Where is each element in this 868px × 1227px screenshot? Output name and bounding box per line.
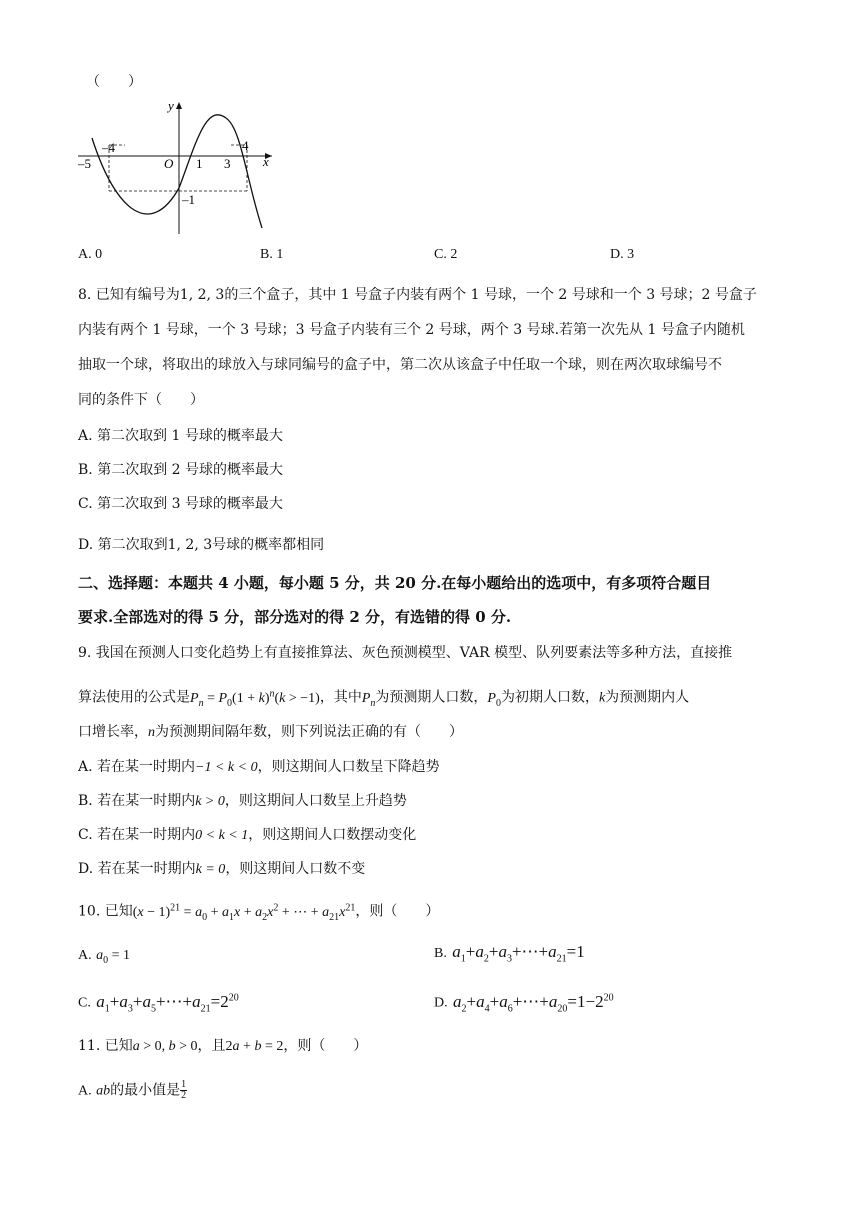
- q9-option-d-math: k = 0: [195, 862, 226, 877]
- q9-line2-a: 算法使用的公式是: [78, 689, 190, 706]
- q10-option-c-label: C.: [78, 995, 91, 1011]
- q7-answer-bracket: （ ）: [86, 74, 142, 90]
- q9-line2-d: 为初期人口数，: [500, 689, 599, 706]
- q8-option-c: C. 第二次取到 3 号球的概率最大: [78, 496, 283, 512]
- q9-option-d-post: ，则这期间人口数不变: [225, 861, 366, 877]
- graph-label-4: 4: [242, 138, 249, 153]
- q9-line3-b: 为预测期间隔年数，则下列说法正确的有（ ）: [155, 724, 463, 740]
- q11-stem-pre: 11. 已知: [78, 1038, 133, 1054]
- q11-stem-mid: ，且: [197, 1038, 226, 1054]
- q11-option-a-label: A.: [78, 1083, 92, 1099]
- q10-stem-pre: 10. 已知: [78, 903, 133, 920]
- q8-option-b: B. 第二次取到 2 号球的概率最大: [78, 462, 283, 478]
- q11-option-a: [78, 1080, 187, 1102]
- q10-option-a: [78, 945, 130, 971]
- graph-label-x: x: [263, 154, 269, 169]
- q8-line-1: 8. 已知有编号为1, 2, 3的三个盒子，其中 1 号盒子内装有两个 1 号球，一个 2 号球和一个 3 号球；2 号盒子: [78, 287, 757, 303]
- q7-option-c: C. 2: [434, 247, 458, 262]
- q9-option-a-math: −1 < k < 0: [195, 760, 258, 775]
- q9-var-n: n: [148, 725, 155, 740]
- q11-option-a-fraction: $\frac{1}{2}$: [181, 1079, 187, 1101]
- q10-option-d: [434, 988, 614, 1019]
- q9-line-1: 9. 我国在预测人口变化趋势上有直接推算法、灰色预测模型、VAR 模型、队列要素法等多种方法，直接推: [78, 645, 733, 661]
- q11-stem: [78, 1036, 367, 1057]
- q10-option-b-math: $a_1+a_2+a_3+\cdots+a_{21}=1$: [452, 942, 585, 965]
- q9-option-c-pre: C. 若在某一时期内: [78, 827, 196, 843]
- q9-var-k: k: [598, 690, 606, 706]
- q8-option-a: A. 第二次取到 1 号球的概率最大: [78, 428, 283, 444]
- q9-option-c: [78, 825, 416, 846]
- section2-heading-line2: 要求.全部选对的得 5 分，部分选对的得 2 分，有选错的得 0 分.: [78, 608, 512, 626]
- q10-stem: [78, 898, 439, 927]
- q7-option-b: B. 1: [260, 247, 284, 262]
- q10-option-b-label: B.: [434, 946, 447, 961]
- graph-label-origin: O: [164, 156, 174, 171]
- graph-label-minus5: –5: [78, 156, 91, 171]
- q11-stem-post: ，则（ ）: [283, 1038, 368, 1054]
- q10-option-a-label: A.: [78, 948, 92, 963]
- q9-line2-b: ，其中: [319, 689, 362, 706]
- q10-stem-post: ，则（ ）: [355, 903, 440, 920]
- q8-line-4: 同的条件下（ ）: [78, 392, 204, 408]
- q10-option-a-math: $a_0 = 1$: [96, 948, 130, 966]
- q9-option-b: [78, 791, 407, 812]
- q7-function-graph: [76, 98, 276, 238]
- q9-option-c-math: 0 < k < 1: [195, 828, 249, 843]
- q11-option-a-text: 的最小值是: [110, 1082, 181, 1099]
- q9-line-3: [78, 722, 463, 743]
- q11-condition-2: 2a + b = 2: [225, 1039, 284, 1054]
- q8-line-3: 抽取一个球，将取出的球放入与球同编号的盒子中，第二次从该盒子中任取一个球，则在两次取球编号不: [78, 357, 722, 373]
- q9-option-a: [78, 757, 440, 778]
- q10-option-d-math: $a_2+a_4+a_6+\cdots+a_{20}=1-2^{20}$: [453, 991, 614, 1015]
- q9-option-c-post: ，则这期间人口数摆动变化: [248, 827, 417, 843]
- q9-line2-c: 为预测期人口数，: [375, 689, 488, 706]
- q9-option-a-post: ，则这期间人口数呈下降趋势: [257, 759, 440, 775]
- section2-heading-line1: 二、选择题：本题共 4 小题，每小题 5 分，共 20 分.在每小题给出的选项中，有多项符合题目: [78, 574, 712, 592]
- graph-label-minus4: –4: [102, 140, 115, 155]
- q10-option-b: [434, 942, 585, 969]
- q9-formula: $P_n = P_0(1 + k)^n(k > -1)$: [190, 688, 320, 709]
- q9-option-d: [78, 859, 365, 880]
- q9-var-p0: $P_0$: [487, 690, 501, 709]
- q9-option-b-math: k > 0: [195, 794, 225, 809]
- q9-line2-e: 为预测期内人: [605, 689, 690, 706]
- q7-option-a: A. 0: [78, 247, 103, 262]
- graph-label-minus1: –1: [182, 192, 195, 207]
- graph-label-3: 3: [224, 156, 231, 171]
- q7-option-d: D. 3: [610, 247, 635, 262]
- q11-condition-1: a > 0, b > 0: [132, 1039, 198, 1054]
- q9-var-pn: $P_n$: [361, 690, 376, 709]
- q9-line3-a: 口增长率，: [78, 724, 148, 740]
- q9-line-2: [78, 684, 689, 713]
- q10-option-d-label: D.: [434, 995, 448, 1011]
- graph-label-y: y: [168, 98, 174, 113]
- q9-option-a-pre: A. 若在某一时期内: [78, 759, 196, 775]
- q10-expansion: $(x - 1)^{21} = a_0 + a_1x + a_2x^2$ + ⋯ + $a_{21}x^{21}$: [132, 902, 356, 923]
- q8-line-2: 内装有两个 1 号球，一个 3 号球；3 号盒子内装有三个 2 号球，两个 3 号球.若第一次先从 1 号盒子内随机: [78, 322, 745, 338]
- q8-option-d: D. 第二次取到1, 2, 3号球的概率都相同: [78, 537, 325, 553]
- graph-label-1: 1: [196, 156, 203, 171]
- q9-option-b-pre: B. 若在某一时期内: [78, 793, 196, 809]
- q11-option-a-ab: ab: [96, 1083, 111, 1099]
- q9-option-b-post: ，则这期间人口数呈上升趋势: [224, 793, 407, 809]
- q9-option-d-pre: D. 若在某一时期内: [78, 861, 196, 877]
- q10-option-c-math: $a_1+a_3+a_5+\cdots+a_{21}=2^{20}$: [96, 991, 239, 1015]
- q10-option-c: [78, 988, 239, 1019]
